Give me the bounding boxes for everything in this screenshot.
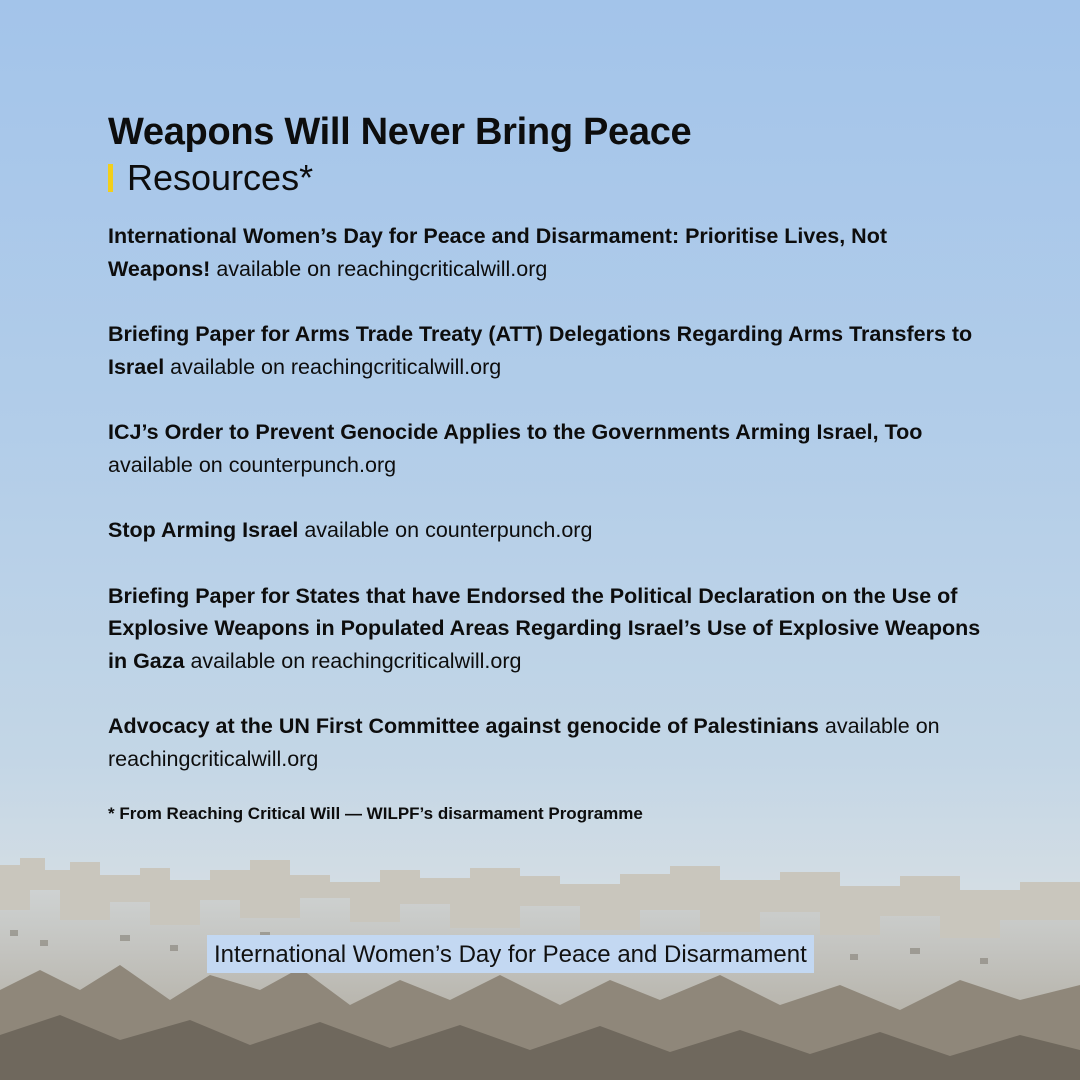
resource-source: available on counterpunch.org: [108, 452, 397, 477]
section-subtitle: [108, 156, 988, 200]
resource-source: available on reachingcriticalwill.org: [190, 648, 522, 673]
page-title: Weapons Will Never Bring Peace: [108, 111, 692, 153]
campaign-banner: International Women’s Day for Peace and Disarmament: [207, 935, 814, 973]
resource-item: [108, 580, 988, 678]
resource-item: [108, 710, 988, 775]
resource-item: [108, 318, 988, 383]
resource-source: available on reachingcriticalwill.org: [216, 256, 548, 281]
yellow-accent-bar: [108, 164, 113, 192]
resource-item: [108, 220, 988, 285]
resource-title: Briefing Paper for States that have Endorsed the Political Declaration on the Use of Explosive Weapons in Populated Areas Regarding Israel’s Use of Explosive Weapons in Gaza: [108, 583, 981, 673]
subtitle-text: Resources*: [127, 157, 314, 198]
resource-title: ICJ’s Order to Prevent Genocide Applies to the Governments Arming Israel, Too: [108, 420, 923, 444]
resource-title: International Women’s Day for Peace and Disarmament: Prioritise Lives, Not Weapons!: [108, 224, 887, 281]
resource-title: Advocacy at the UN First Committee against genocide of Palestinians: [108, 714, 819, 738]
resource-title: Stop Arming Israel: [108, 518, 299, 542]
resource-item: [108, 416, 988, 481]
resource-source: available on reachingcriticalwill.org: [170, 354, 502, 379]
resource-item: [108, 514, 988, 547]
resource-title: Briefing Paper for Arms Trade Treaty (ATT) Delegations Regarding Arms Transfers to Israel: [108, 322, 973, 379]
resource-source: available on reachingcriticalwill.org: [108, 714, 940, 771]
content-panel: [108, 108, 988, 826]
resource-source: available on counterpunch.org: [304, 518, 593, 542]
footnote: * From Reaching Critical Will — WILPF’s disarmament Programme: [108, 804, 643, 823]
